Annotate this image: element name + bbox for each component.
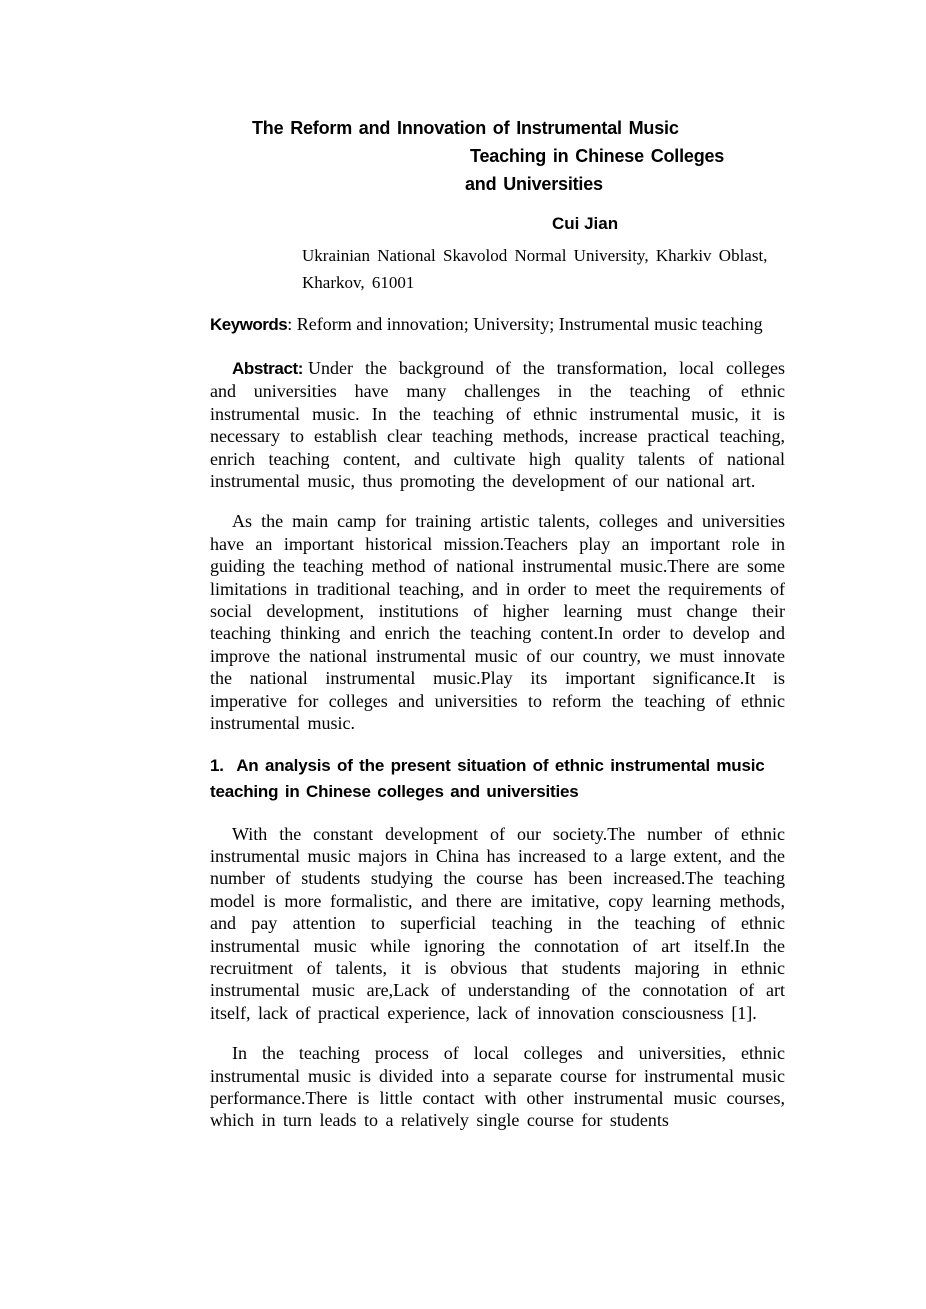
keywords-label: Keywords <box>210 315 288 334</box>
affiliation-line-1: Ukrainian National Skavolod Normal University, Kharkiv Oblast, <box>302 246 768 265</box>
title-line-1: The Reform and Innovation of Instrumental Music <box>252 118 679 138</box>
abstract-paragraph <box>210 357 785 492</box>
keywords-text: : Reform and innovation; University; Instrumental music teaching <box>287 314 763 334</box>
title-line-2: Teaching in Chinese Colleges <box>470 146 725 166</box>
author-name: Cui Jian <box>552 214 619 233</box>
affiliation-block <box>302 242 785 296</box>
abstract-text: Under the background of the transformation, local colleges and universities have many challenges in the teaching of ethnic instrumental music. In the teaching of ethnic instrumental music, it is necessary to establish clear teaching methods, increase practical teaching, enrich teaching content, and cultivate high quality talents of national instrumental music, thus promoting the development of our national art. <box>210 358 785 492</box>
section-1-paragraph-2: In the teaching process of local colleges and universities, ethnic instrumental music is divided into a separate course for instrumental music performance.There is little contact with other instrumental music courses, which in turn leads to a relatively single course for students <box>210 1043 785 1131</box>
paper-title <box>210 114 785 198</box>
abstract-label: Abstract: <box>232 359 304 378</box>
section-1-heading: 1. An analysis of the present situation of ethnic instrumental music teaching in Chinese colleges and universities <box>210 755 772 801</box>
body-paragraph-1: As the main camp for training artistic talents, colleges and universities have an important historical mission.Teachers play an important role in guiding the teaching method of national instrumental music.There are some limitations in traditional teaching, and in order to meet the requirements of social development, institutions of higher learning must change their teaching thinking and enrich the teaching content.In order to develop and improve the national instrumental music of our country, we must innovate the national instrumental music.Play its important significance.It is imperative for colleges and universities to reform the teaching of ethnic instrumental music. <box>210 511 785 734</box>
affiliation-line-2: Kharkov, 61001 <box>302 273 415 292</box>
section-1-paragraph-1: With the constant development of our society.The number of ethnic instrumental music majors in China has increased to a large extent, and the number of students studying the course has been increased.The teaching model is more formalistic, and there are imitative, copy learning methods, and pay attention to superficial teaching in the teaching of ethnic instrumental music while ignoring the connotation of art itself.In the recruitment of talents, it is obvious that students majoring in ethnic instrumental music are,Lack of understanding of the connotation of art itself, lack of practical experience, lack of innovation consciousness [1]. <box>210 823 786 1023</box>
title-line-3: and Universities <box>465 174 603 194</box>
keywords-line <box>210 313 785 336</box>
